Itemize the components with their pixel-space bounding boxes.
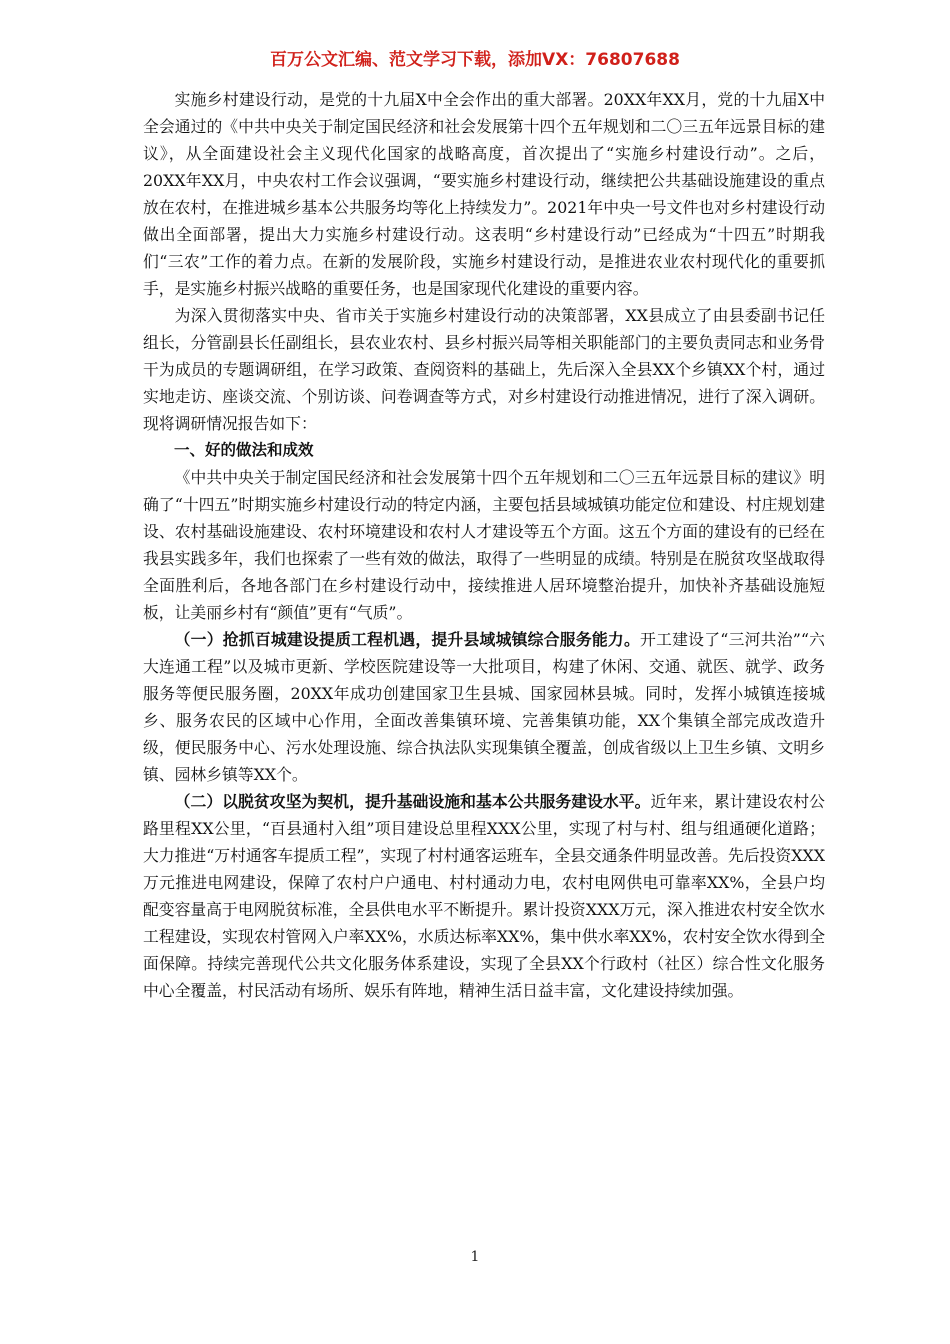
paragraph-item-1-text: 开工建设了“三河共治”“六大连通工程”以及城市更新、学校医院建设等一大批项目，构建了休闲、交通、就医、就学、政务服务等便民服务圈，20XX年成功创建国家卫生县城、国家园林县城。同时，发挥小城镇连接城乡、服务农民的区域中心作用，全面改善集镇环境、完善集镇功能，XX个集镇全部完成改造升级，便民服务中心、污水处理设施、综合执法队实现集镇全覆盖，创成省级以上卫生乡镇、文明乡镇、园林乡镇等XX个。 [143,630,825,784]
document-body [143,86,825,1004]
paragraph-overview: 《中共中央关于制定国民经济和社会发展第十四个五年规划和二〇三五年远景目标的建议》明确了“十四五”时期实施乡村建设行动的特定内涵，主要包括县域城镇功能定位和建设、村庄规划建设、农村基础设施建设、农村环境建设和农村人才建设等五个方面。这五个方面的建设有的已经在我县实践多年，我们也探索了一些有效的做法，取得了一些明显的成绩。特别是在脱贫攻坚战取得全面胜利后，各地各部门在乡村建设行动中，接续推进人居环境整治提升，加快补齐基础设施短板，让美丽乡村有“颜值”更有“气质”。 [143,468,825,622]
paragraph-intro: 实施乡村建设行动，是党的十九届X中全会作出的重大部署。20XX年XX月，党的十九届X中全会通过的《中共中央关于制定国民经济和社会发展第十四个五年规划和二〇三五年远景目标的建议》，从全面建设社会主义现代化国家的战略高度，首次提出了“实施乡村建设行动”。之后，20XX年XX月，中央农村工作会议强调，“要实施乡村建设行动，继续把公共基础设施建设的重点放在农村，在推进城乡基本公共服务均等化上持续发力”。2021年中央一号文件也对乡村建设行动做出全面部署，提出大力实施乡村建设行动。这表明“乡村建设行动”已经成为“十四五”时期我们“三农”工作的着力点。在新的发展阶段，实施乡村建设行动，是推进农业农村现代化的重要抓手，是实施乡村振兴战略的重要任务，也是国家现代化建设的重要内容。 [143,90,825,298]
paragraph-item-1 [143,626,825,788]
paragraph-item-2 [143,788,825,1004]
page-number: 1 [470,1249,480,1265]
watermark-banner: 百万公文汇编、范文学习下载，添加VX：76807688 [270,50,680,70]
paragraph-item-1-lead: （一）抢抓百城建设提质工程机遇，提升县域城镇综合服务能力。 [174,630,641,649]
paragraph-item-2-lead: （二）以脱贫攻坚为契机，提升基础设施和基本公共服务建设水平。 [174,792,651,811]
section-heading: 一、好的做法和成效 [174,441,314,459]
paragraph-item-2-text: 近年来，累计建设农村公路里程XX公里，“百县通村入组”项目建设总里程XXX公里，实现了村与村、组与组通硬化道路；大力推进“万村通客车提质工程”，实现了村村通客运班车，全县交通条件明显改善。先后投资XXX万元推进电网建设，保障了农村户户通电、村村通动力电，农村电网供电可靠率XX%，全县户均配变容量高于电网脱贫标准，全县供电水平不断提升。累计投资XXX万元，深入推进农村安全饮水工程建设，实现农村管网入户率XX%，水质达标率XX%，集中供水率XX%，农村安全饮水得到全面保障。持续完善现代公共文化服务体系建设，实现了全县XX个行政村（社区）综合性文化服务中心全覆盖，村民活动有场所、娱乐有阵地，精神生活日益丰富，文化建设持续加强。 [143,792,825,1000]
paragraph-research: 为深入贯彻落实中央、省市关于实施乡村建设行动的决策部署，XX县成立了由县委副书记任组长，分管副县长任副组长，县农业农村、县乡村振兴局等相关职能部门的主要负责同志和业务骨干为成员的专题调研组，在学习政策、查阅资料的基础上，先后深入全县XX个乡镇XX个村，通过实地走访、座谈交流、个别访谈、问卷调查等方式，对乡村建设行动推进情况，进行了深入调研。现将调研情况报告如下： [143,306,825,433]
